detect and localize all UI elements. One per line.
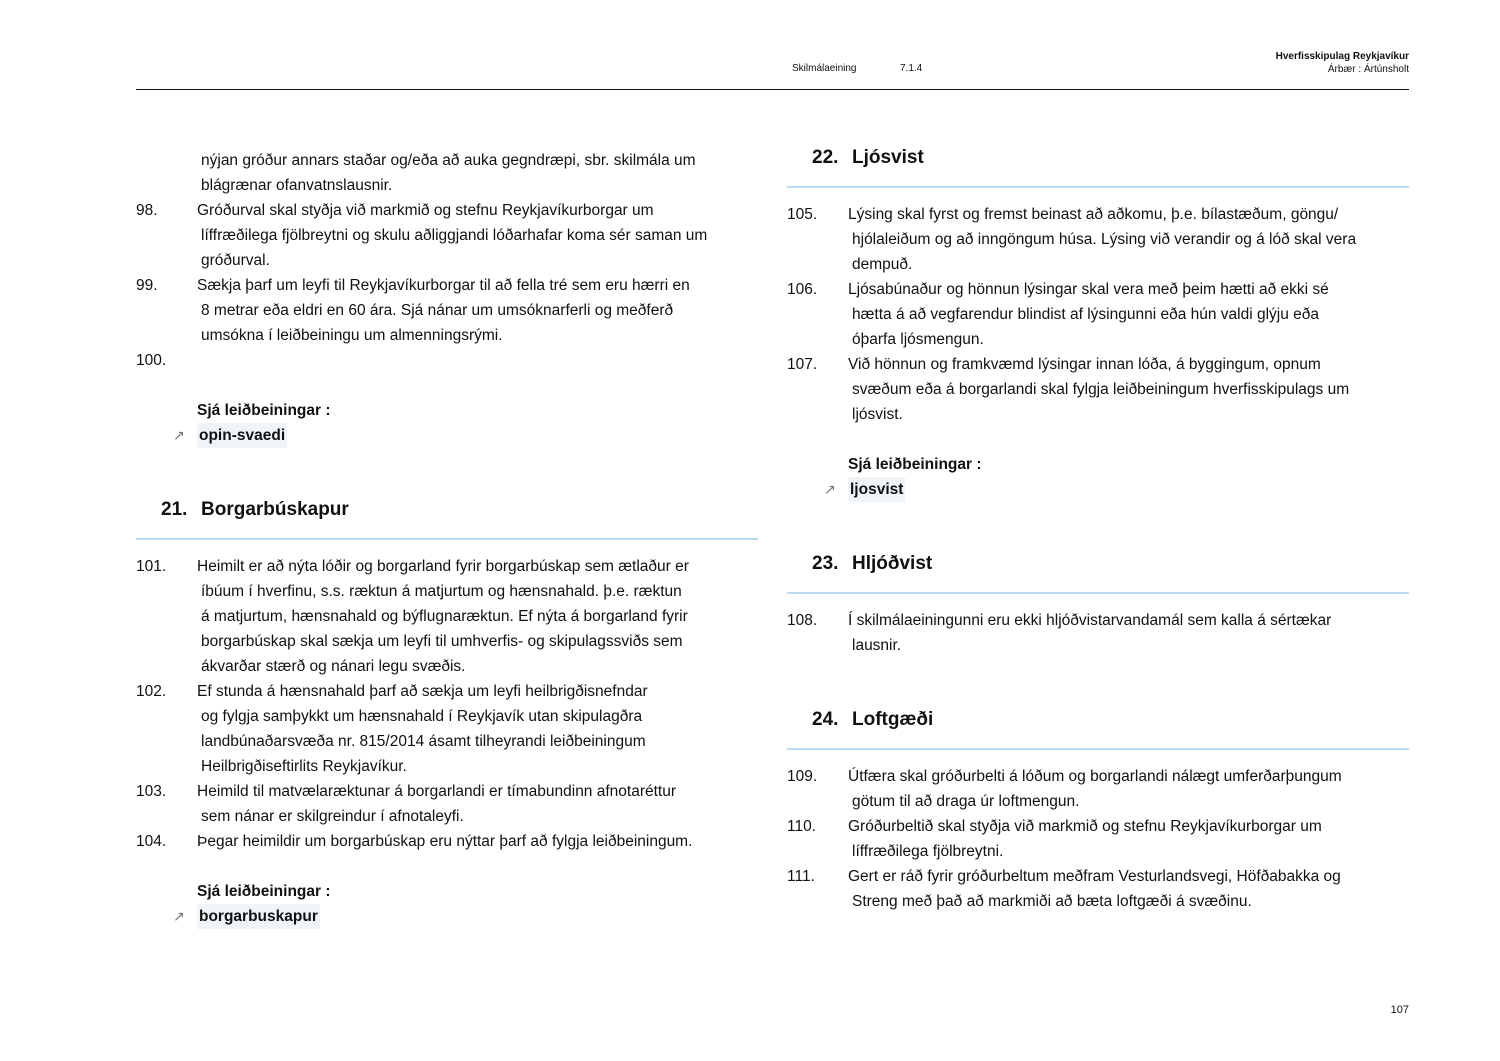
text-line: Í skilmálaeiningunni eru ekki hljóðvistarvandamál sem kalla á sértækar — [848, 612, 1332, 629]
text-line: borgarbúskap skal sækja um leyfi til umhverfis- og skipulagssviðs sem — [201, 633, 683, 650]
header-doc-title: Hverfisskipulag Reykjavíkur — [1275, 51, 1409, 62]
text-line: hætta á að vegfarendur blindist af lýsingunni eða hún valdi glýju eða — [852, 306, 1320, 323]
guideline-link-text[interactable]: opin-svaedi — [199, 427, 286, 444]
text-line: Heilbrigðiseftirlits Reykjavíkur. — [201, 758, 407, 775]
see-guidelines-label: Sjá leiðbeiningar : — [848, 456, 982, 473]
item-number: 110. — [787, 818, 817, 835]
section-rule — [136, 538, 758, 540]
text-line: á matjurtum, hænsnahald og býflugnaræktun. Ef nýta á borgarland fyrir — [201, 608, 688, 625]
item-number: 109. — [787, 768, 818, 785]
guideline-link-text[interactable]: ljosvist — [850, 481, 904, 498]
numbered-item — [787, 764, 1409, 814]
text-line: Þegar heimildir um borgarbúskap eru nýttar þarf að fylgja leiðbeiningum. — [197, 833, 693, 850]
see-guidelines-borgarbuskapur — [136, 879, 758, 929]
text-line: Útfæra skal gróðurbelti á lóðum og borgarlandi nálægt umferðarþungum — [848, 768, 1342, 785]
text-line: Heimilt er að nýta lóðir og borgarland fyrir borgarbúskap sem ætlaður er — [197, 558, 689, 575]
text-line: Gróðurval skal styðja við markmið og stefnu Reykjavíkurborgar um — [197, 202, 654, 219]
section-23 — [787, 552, 1409, 658]
section-21 — [136, 498, 758, 929]
text-line: íbúum í hverfinu, s.s. ræktun á matjurtum og hænsnahald. þ.e. ræktun — [201, 583, 682, 600]
header-doc-info — [1276, 50, 1409, 76]
text-line: umsókna í leiðbeiningu um almenningsrými. — [201, 327, 503, 344]
section-heading — [787, 552, 1409, 580]
text-line: Gert er ráð fyrir gróðurbeltum meðfram Vesturlandsvegi, Höfðabakka og — [848, 868, 1341, 885]
item-number: 106. — [787, 281, 818, 298]
numbered-item — [787, 352, 1409, 427]
numbered-item — [136, 554, 758, 679]
numbered-item — [136, 679, 758, 779]
numbered-item — [787, 202, 1409, 277]
text-line: 8 metrar eða eldri en 60 ára. Sjá nánar um umsóknarferli og meðferð — [201, 302, 674, 319]
item-number: 108. — [787, 612, 818, 629]
header-doc-subtitle: Árbær : Ártúnsholt — [1327, 64, 1409, 75]
numbered-item — [136, 779, 758, 829]
text-line: Sækja þarf um leyfi til Reykjavíkurborgar til að fella tré sem eru hærri en — [197, 277, 690, 294]
section-rule — [787, 186, 1409, 188]
text-line: sem nánar er skilgreindur í afnotaleyfi. — [201, 808, 464, 825]
page-number: 107 — [1390, 1004, 1409, 1016]
text-line: og fylgja samþykkt um hænsnahald í Reykjavík utan skipulagðra — [201, 708, 643, 725]
right-column — [787, 146, 1409, 914]
text-line: gróðurval. — [201, 252, 270, 269]
continuation-paragraph — [136, 148, 758, 198]
item-number: 100. — [136, 352, 167, 369]
guideline-link-ljosvist[interactable] — [824, 477, 905, 502]
guideline-link-borgarbuskapur[interactable] — [173, 904, 320, 929]
header-rule — [136, 89, 1409, 90]
text-line: ljósvist. — [852, 406, 903, 423]
text-line: Streng með það að markmiði að bæta loftgæði á svæðinu. — [852, 893, 1252, 910]
numbered-item — [787, 814, 1409, 864]
text-line: Gróðurbeltið skal styðja við markmið og stefnu Reykjavíkurborgar um — [848, 818, 1322, 835]
text-line: Lýsing skal fyrst og fremst beinast að aðkomu, þ.e. bílastæðum, göngu/ — [848, 206, 1339, 223]
numbered-item — [787, 277, 1409, 352]
item-number: 101. — [136, 558, 167, 575]
see-guidelines-label: Sjá leiðbeiningar : — [197, 883, 331, 900]
item-number: 104. — [136, 833, 167, 850]
text-line: óþarfa ljósmengun. — [852, 331, 984, 348]
guideline-link-opin-svaedi[interactable] — [173, 423, 287, 448]
item-number: 103. — [136, 783, 167, 800]
section-heading — [787, 146, 1409, 174]
section-number: 23. — [812, 553, 839, 574]
section-title: Hljóðvist — [852, 553, 933, 574]
section-number: 21. — [161, 499, 188, 520]
item-number: 99. — [136, 277, 158, 294]
section-title: Borgarbúskapur — [201, 499, 349, 520]
section-title: Loftgæði — [852, 709, 934, 730]
see-guidelines-ljosvist — [787, 452, 1409, 502]
text-line: blágrænar ofanvatnslausnir. — [201, 177, 393, 194]
numbered-item — [136, 198, 758, 273]
header-section-label: Skilmálaeining — [792, 63, 857, 74]
numbered-item — [136, 829, 758, 854]
text-line: nýjan gróður annars staðar og/eða að auka gegndræpi, sbr. skilmála um — [201, 152, 696, 169]
text-line: líffræðilega fjölbreytni. — [852, 843, 1004, 860]
text-line: svæðum eða á borgarlandi skal fylgja leiðbeiningum hverfisskipulags um — [852, 381, 1350, 398]
arrow-up-right-icon: ↗ — [173, 908, 185, 924]
section-heading — [787, 708, 1409, 736]
text-line: Ef stunda á hænsnahald þarf að sækja um leyfi heilbrigðisnefndar — [197, 683, 648, 700]
text-line: lausnir. — [852, 637, 902, 654]
item-number: 107. — [787, 356, 818, 373]
left-column — [136, 148, 758, 929]
text-line: ákvarðar stærð og nánari legu svæðis. — [201, 658, 466, 675]
numbered-item — [136, 348, 758, 373]
text-line: Ljósabúnaður og hönnun lýsingar skal vera með þeim hætti að ekki sé — [848, 281, 1329, 298]
section-rule — [787, 748, 1409, 750]
item-number: 105. — [787, 206, 818, 223]
text-line: landbúnaðarsvæða nr. 815/2014 ásamt tilheyrandi leiðbeiningum — [201, 733, 646, 750]
section-number: 22. — [812, 147, 839, 168]
numbered-item — [787, 864, 1409, 914]
section-title: Ljósvist — [852, 147, 924, 168]
item-number: 102. — [136, 683, 167, 700]
section-number: 24. — [812, 709, 839, 730]
text-line: líffræðilega fjölbreytni og skulu aðliggjandi lóðarhafar koma sér saman um — [201, 227, 708, 244]
arrow-up-right-icon: ↗ — [824, 481, 836, 497]
item-number: 98. — [136, 202, 158, 219]
text-line: dempuð. — [852, 256, 913, 273]
see-guidelines-opin-svaedi — [136, 398, 758, 448]
text-line: Við hönnun og framkvæmd lýsingar innan lóða, á byggingum, opnum — [848, 356, 1321, 373]
section-22 — [787, 146, 1409, 502]
item-number: 111. — [787, 868, 815, 885]
section-24 — [787, 708, 1409, 914]
numbered-item — [787, 608, 1409, 658]
section-rule — [787, 592, 1409, 594]
numbered-item — [136, 273, 758, 348]
arrow-up-right-icon: ↗ — [173, 427, 185, 443]
text-line — [197, 348, 754, 373]
header-section-code: 7.1.4 — [900, 63, 923, 74]
see-guidelines-label: Sjá leiðbeiningar : — [197, 402, 331, 419]
text-line: götum til að draga úr loftmengun. — [852, 793, 1080, 810]
text-line: Heimild til matvælaræktunar á borgarlandi er tímabundinn afnotaréttur — [197, 783, 677, 800]
guideline-link-text[interactable]: borgarbuskapur — [199, 908, 318, 925]
section-heading — [136, 498, 758, 526]
text-line: hjólaleiðum og að inngöngum húsa. Lýsing við verandir og á lóð skal vera — [852, 231, 1357, 248]
